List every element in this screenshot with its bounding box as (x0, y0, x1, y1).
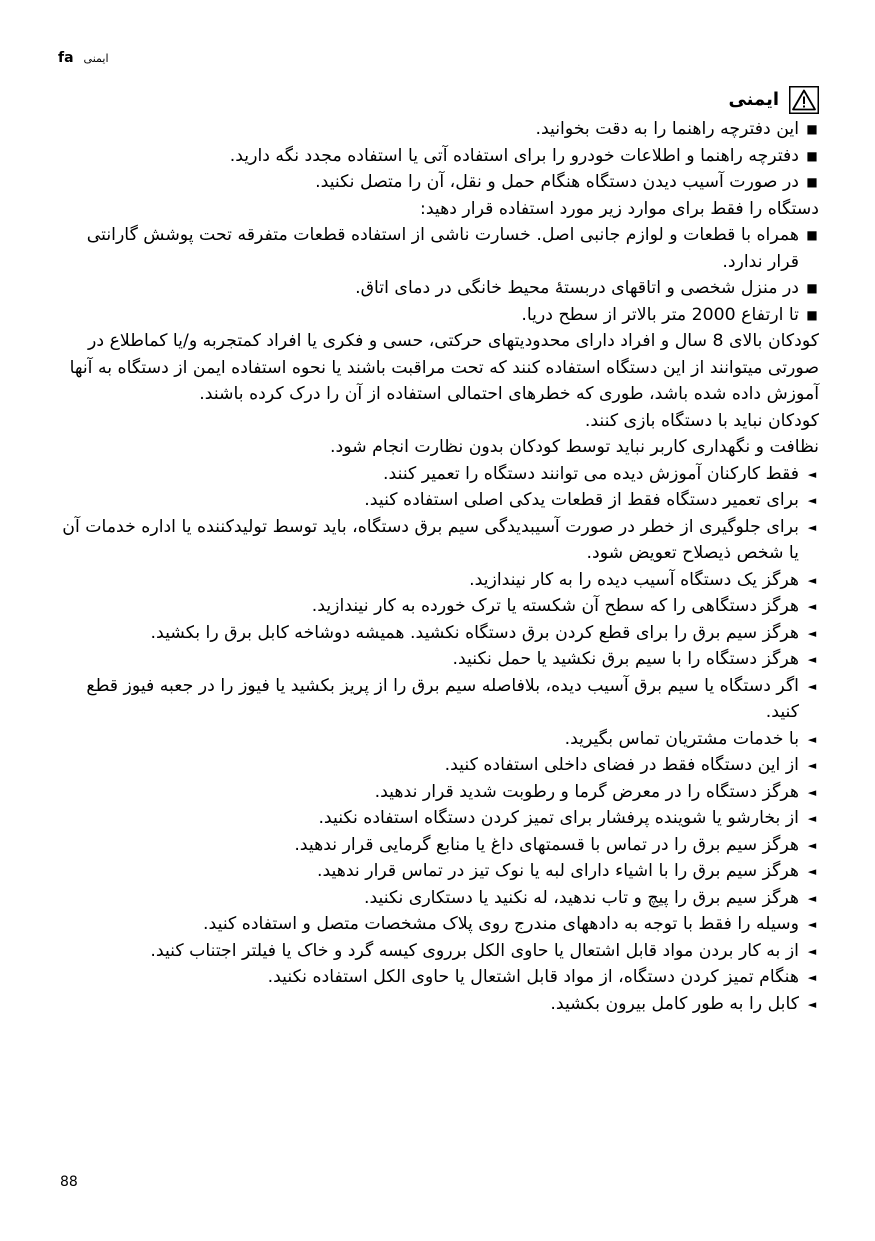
arrow-bullet-item (62, 752, 819, 779)
triangle-bullet-icon (805, 646, 819, 674)
arrow-bullet-item (62, 567, 819, 594)
page-title: ایمنی (728, 88, 779, 110)
item-text: هرگز سیم برق را برای قطع کردن برق دستگاه نکشید. همیشه دوشاخه کابل برق را بکشید. (150, 622, 799, 643)
triangle-bullet-icon (805, 461, 819, 489)
item-text: هرگز سیم برق را با اشیاء دارای لبه یا نوک تیز در تماس قرار ندهید. (316, 861, 799, 881)
arrow-bullet-item (62, 885, 819, 912)
item-text: برای تعمیر دستگاه فقط از قطعات یدکی اصلی استفاده کنید. (364, 490, 799, 510)
triangle-bullet-icon (805, 991, 819, 1019)
item-text: از این دستگاه فقط در فضای داخلی استفاده کنید. (444, 755, 799, 775)
item-text: در منزل شخصی و اتاقهای دربستهٔ محیط خانگی در دمای اتاق. (355, 278, 799, 298)
item-text: از به کار بردن مواد قابل اشتعال یا حاوی الکل برروی کیسه گرد و خاک یا فیلتر اجتناب کنید. (150, 940, 799, 961)
header-section-title: ایمنی (83, 51, 109, 65)
paragraph: کودکان نباید با دستگاه بازی کنند. (584, 410, 819, 431)
triangle-bullet-icon (805, 805, 819, 833)
triangle-bullet-icon (805, 832, 819, 860)
square-bullet-item (62, 222, 819, 275)
square-bullet-icon (805, 116, 819, 143)
arrow-bullet-item (62, 726, 819, 753)
item-text: این دفترچه راهنما را به دقت بخوانید. (535, 119, 799, 139)
triangle-bullet-icon (805, 726, 819, 754)
item-text: فقط کارکنان آموزش دیده می توانند دستگاه را تعمیر کنند. (383, 463, 799, 484)
item-text: وسیله را فقط با توجه به دادههای مندرج روی پلاک مشخصات متصل و استفاده کنید. (203, 914, 799, 934)
arrow-bullet-item (62, 858, 819, 885)
safety-content (62, 86, 819, 1017)
item-text: دفترچه راهنما و اطلاعات خودرو را برای استفاده آتی یا استفاده مجدد نگه دارید. (229, 145, 799, 166)
arrow-bullet-item (62, 487, 819, 514)
arrow-bullet-item (62, 964, 819, 991)
square-bullet-icon (805, 302, 819, 329)
item-text: هرگز دستگاه را با سیم برق نکشید یا حمل نکنید. (452, 649, 799, 669)
section-heading (62, 86, 819, 114)
triangle-bullet-icon (805, 514, 819, 542)
item-text: هرگز سیم برق را پیچ و تاب ندهید، له نکنید یا دستکاری نکنید. (363, 887, 799, 908)
triangle-bullet-icon (805, 779, 819, 807)
page-header (58, 48, 109, 68)
triangle-bullet-icon (805, 673, 819, 701)
paragraph: نظافت و نگهداری کاربر نباید توسط کودکان بدون نظارت انجام شود. (330, 437, 819, 457)
arrow-bullet-item (62, 461, 819, 488)
item-text: هرگز دستگاهی را که سطح آن شکسته یا ترک خورده به کار نیندازید. (311, 596, 799, 616)
item-text: اگر دستگاه یا سیم برق آسیب دیده، بلافاصله سیم برق را از پریز بکشید یا فیوز را در جعبه فیوز قطع کنید. (86, 675, 799, 722)
arrow-bullet-item (62, 805, 819, 832)
item-text: هنگام تمیز کردن دستگاه، از مواد قابل اشتعال یا حاوی الکل استفاده نکنید. (267, 967, 799, 987)
triangle-bullet-icon (805, 567, 819, 595)
item-text: با خدمات مشتریان تماس بگیرید. (564, 728, 799, 749)
warning-triangle-icon (789, 86, 819, 114)
item-text: در صورت آسیب دیدن دستگاه هنگام حمل و نقل، آن را متصل نکنید. (315, 172, 799, 192)
paragraph: کودکان بالای 8 سال و افراد دارای محدودیتهای حرکتی، حسی و فکری یا افراد کمتجربه و/یا کماطلاع در صورتی میتوانند از این دستگاه استفاده کنند که تحت مراقبت باشند یا نحوه استفاده ایمن از دستگاه به آنها آموزش داده شده باشد، طوری که خطرهای احتمالی استفاده از آن را درک کرده باشند. (69, 331, 819, 404)
arrow-bullet-item (62, 593, 819, 620)
triangle-bullet-icon (805, 911, 819, 939)
triangle-bullet-icon (805, 593, 819, 621)
triangle-bullet-icon (805, 885, 819, 913)
language-code: fa (58, 50, 74, 66)
square-bullet-icon (805, 275, 819, 302)
triangle-bullet-icon (805, 938, 819, 966)
square-bullet-icon (805, 169, 819, 196)
item-text: هرگز دستگاه را در معرض گرما و رطوبت شدید قرار ندهید. (374, 781, 799, 802)
paragraph: دستگاه را فقط برای موارد زیر مورد استفاده قرار دهید: (420, 198, 819, 219)
square-bullet-item (62, 275, 819, 302)
triangle-bullet-icon (805, 752, 819, 780)
arrow-bullet-item (62, 646, 819, 673)
arrow-bullet-item (62, 779, 819, 806)
triangle-bullet-icon (805, 620, 819, 648)
square-bullet-item (62, 169, 819, 196)
arrow-bullet-item (62, 911, 819, 938)
arrow-bullet-item (62, 938, 819, 965)
triangle-bullet-icon (805, 858, 819, 886)
square-bullet-icon (805, 143, 819, 170)
square-bullet-item (62, 116, 819, 143)
arrow-bullet-item (62, 832, 819, 859)
arrow-bullet-item (62, 673, 819, 726)
item-text: کابل را به طور کامل بیرون بکشید. (550, 993, 799, 1014)
square-bullet-item (62, 302, 819, 329)
item-text: همراه با قطعات و لوازم جانبی اصل. خسارت ناشی از استفاده قطعات متفرقه تحت پوشش گارانتی قرار ندارد. (86, 225, 799, 272)
item-text: تا ارتفاع 2000 متر بالاتر از سطح دریا. (521, 304, 799, 325)
item-text: هرگز یک دستگاه آسیب دیده را به کار نیندازید. (469, 569, 799, 590)
item-text: برای جلوگیری از خطر در صورت آسیبدیدگی سیم برق دستگاه، باید توسط تولیدکننده یا اداره خدمات آن یا شخص ذیصلاح تعویض شود. (62, 516, 799, 563)
arrow-bullet-item (62, 514, 819, 567)
square-bullet-icon (805, 222, 819, 249)
safety-list (62, 116, 819, 1017)
item-text: هرگز سیم برق را در تماس با قسمتهای داغ یا منابع گرمایی قرار ندهید. (294, 834, 799, 855)
triangle-bullet-icon (805, 964, 819, 992)
arrow-bullet-item (62, 991, 819, 1018)
triangle-bullet-icon (805, 487, 819, 515)
page-number: 88 (60, 1174, 78, 1190)
square-bullet-item (62, 143, 819, 170)
arrow-bullet-item (62, 620, 819, 647)
item-text: از بخارشو یا شوینده پرفشار برای تمیز کردن دستگاه استفاده نکنید. (318, 808, 799, 828)
